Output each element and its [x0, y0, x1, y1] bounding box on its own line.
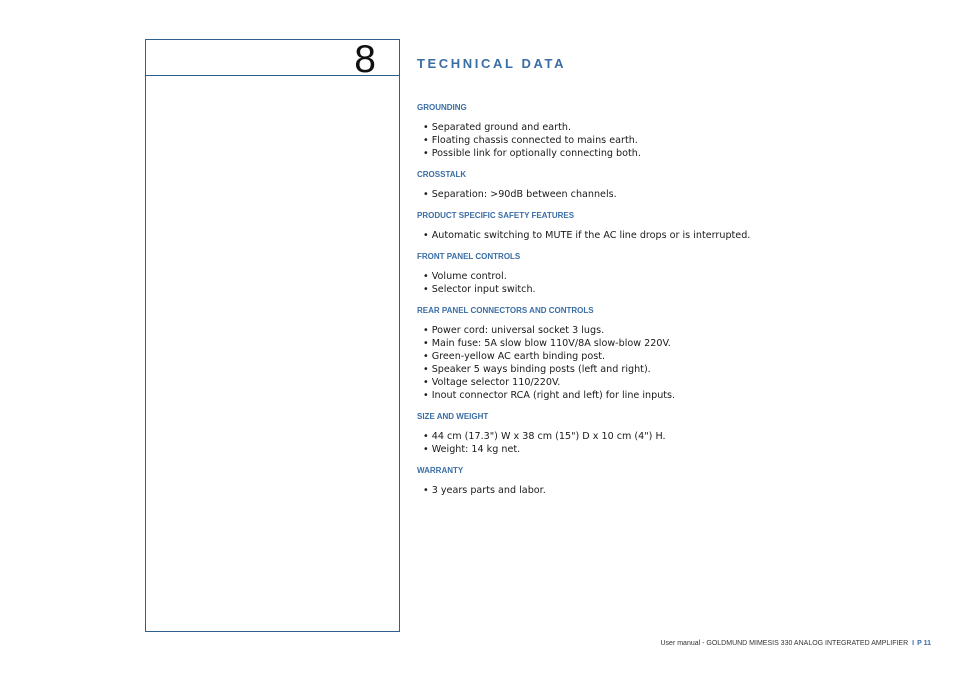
list-item: • Inout connector RCA (right and left) for line inputs. [423, 389, 917, 402]
section-heading: REAR PANEL CONNECTORS AND CONTROLS [417, 306, 594, 315]
section-warranty [417, 466, 917, 497]
item-list [417, 270, 917, 296]
section-heading: WARRANTY [417, 466, 464, 475]
section-heading: GROUNDING [417, 103, 467, 112]
section-heading: CROSSTALK [417, 170, 467, 179]
footer-separator: I [912, 640, 915, 647]
section-front-panel [417, 252, 917, 296]
item-list [417, 121, 917, 160]
chapter-number-row [146, 38, 399, 81]
item-list [417, 430, 917, 456]
item-list [417, 484, 917, 497]
section-rear-panel [417, 306, 917, 402]
section-grounding [417, 103, 917, 160]
list-item: • Possible link for optionally connecting both. [423, 147, 917, 160]
footer-text: User manual - GOLDMUND MIMESIS 330 ANALOG INTEGRATED AMPLIFIER [660, 640, 909, 647]
list-item: • Voltage selector 110/220V. [423, 376, 917, 389]
section-safety-features [417, 211, 917, 242]
page-number: P 11 [917, 640, 931, 647]
chapter-sidebar-box [145, 39, 400, 632]
item-list [417, 188, 917, 201]
section-crosstalk [417, 170, 917, 201]
list-item: • Power cord: universal socket 3 lugs. [423, 324, 917, 337]
chapter-number: 8 [354, 38, 376, 81]
list-item: • Automatic switching to MUTE if the AC line drops or is interrupted. [423, 229, 917, 242]
list-item: • Weight: 14 kg net. [423, 443, 917, 456]
list-item: • Separated ground and earth. [423, 121, 917, 134]
page-title: TECHNICAL DATA [417, 56, 567, 71]
list-item: • Floating chassis connected to mains earth. [423, 134, 917, 147]
list-item: • Selector input switch. [423, 283, 917, 296]
list-item: • Main fuse: 5A slow blow 110V/8A slow-blow 220V. [423, 337, 917, 350]
list-item: • Volume control. [423, 270, 917, 283]
list-item: • 3 years parts and labor. [423, 484, 917, 497]
section-heading: FRONT PANEL CONTROLS [417, 252, 521, 261]
list-item: • Green-yellow AC earth binding post. [423, 350, 917, 363]
page-footer [661, 640, 932, 647]
technical-data-content [417, 56, 917, 507]
list-item: • Speaker 5 ways binding posts (left and right). [423, 363, 917, 376]
item-list [417, 229, 917, 242]
item-list [417, 324, 917, 402]
list-item: • Separation: >90dB between channels. [423, 188, 917, 201]
list-item: • 44 cm (17.3") W x 38 cm (15") D x 10 cm (4") H. [423, 430, 917, 443]
section-size-weight [417, 412, 917, 456]
section-heading: SIZE AND WEIGHT [417, 412, 489, 421]
section-heading: PRODUCT SPECIFIC SAFETY FEATURES [417, 211, 575, 220]
